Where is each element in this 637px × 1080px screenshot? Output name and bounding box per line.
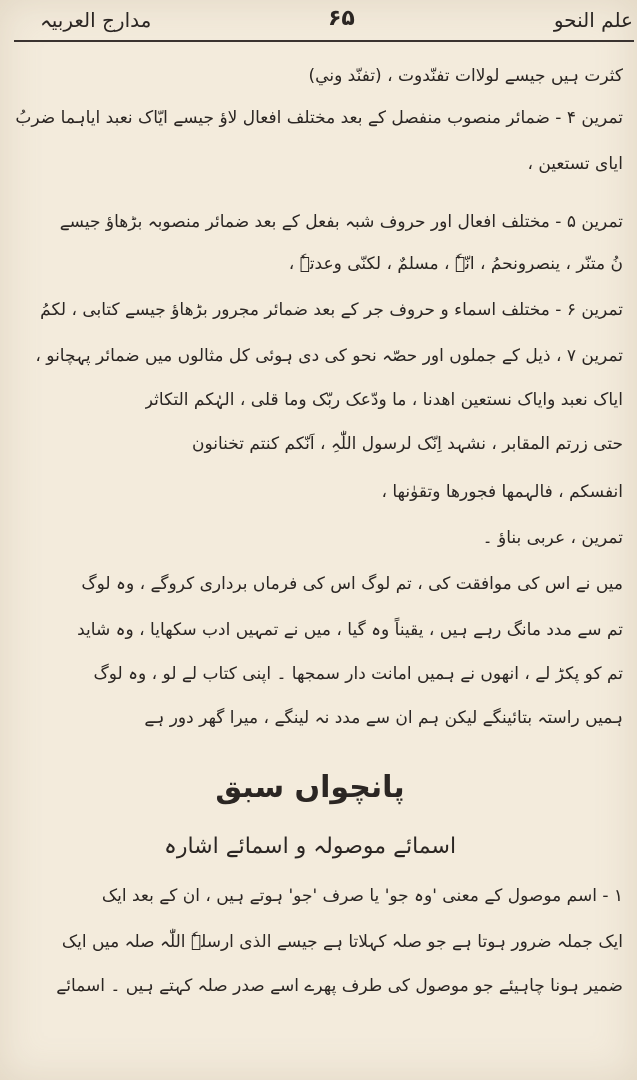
text-line: میں نے اس کی موافقت کی ، تم لوگ اس کی فرماں برداری کروگے ، وہ لوگ <box>81 574 623 594</box>
text-line: تمرین ۶ - مختلف اسماء و حروف جر کے بعد ضمائر مجرور بڑھاؤ جیسے کتابی ، لکمُ <box>40 300 623 320</box>
lesson-title: پانچواں سبق <box>215 770 405 805</box>
text-line: ضمیر ہونا چاہیئے جو موصول کی طرف پھرے اسے صدر صلہ کہتے ہیں ۔ اسمائے <box>56 976 623 996</box>
text-line: تمرین ، عربی بناؤ ۔ <box>482 528 623 548</box>
text-line: ایک جملہ ضرور ہوتا ہے جو صلہ کہلاتا ہے جیسے الذی ارسلہٗ اللّٰہ صلہ میں ایک <box>61 932 623 952</box>
text-line: کثرت ہیں جیسے لولاات تفنّدوت ، (تفنّد وني) <box>308 66 623 86</box>
header-rule <box>14 40 634 42</box>
text-line: ایاک نعبد وایاک نستعین اھدنا ، ما ودّعک ربّک وما قلی ، الہٰکم التکاثر <box>144 390 623 410</box>
section-heading: اسمائے موصولہ و اسمائے اشارہ <box>163 834 457 859</box>
text-line: تمرین ۷ ، ذیل کے جملوں اور حصّہ نحو کی دی ہوئی کل مثالوں میں ضمائر پہچانو ، <box>35 346 623 366</box>
text-line: تم کو پکڑ لے ، انھوں نے ہمیں امانت دار سمجھا ۔ اپنی کتاب لے لو ، وہ لوگ <box>93 664 623 684</box>
text-line: تم سے مدد مانگ رہے ہیں ، یقیناً وہ گیا ، میں نے تمہیں ادب سکھایا ، وہ شاید <box>77 620 623 640</box>
page-number: ۶۵ <box>328 6 355 31</box>
text-line: حتی زرتم المقابر ، نشہد اِنّک لرسول اللّٰہِ ، اَنّکم کنتم تخنانون <box>191 434 623 454</box>
text-line: ایای تستعین ، <box>527 154 623 174</box>
header-book-title: مدارج العربیہ <box>40 8 152 32</box>
text-line: تمرین ۵ - مختلف افعال اور حروف شبہ بفعل کے بعد ضمائر منصوبہ بڑھاؤ جیسے <box>59 212 623 232</box>
text-line: ہمیں راستہ بتائینگے لیکن ہم ان سے مدد نہ لینگے ، میرا گھر دور ہے <box>144 708 623 728</box>
text-line: ۱ - اسم موصول کے معنی 'وہ جو' یا صرف 'جو' ہوتے ہیں ، ان کے بعد ایک <box>101 886 623 906</box>
page-header <box>0 4 637 38</box>
text-line: تمرین ۴ - ضمائر منصوب منفصل کے بعد مختلف افعال لاؤ جیسے ایّاک نعبد ایاہما ضربُ <box>15 108 623 128</box>
header-chapter: علم النحو <box>553 8 633 32</box>
text-line: انفسکم ، فالہمھا فجورھا وتقوٰنھا ، <box>381 482 623 502</box>
text-line: نُ متنّر ، ینصرونحمُ ، انّہٗ ، مسلمٌ ، لکنّی وعدتہٗ ، <box>288 254 623 274</box>
